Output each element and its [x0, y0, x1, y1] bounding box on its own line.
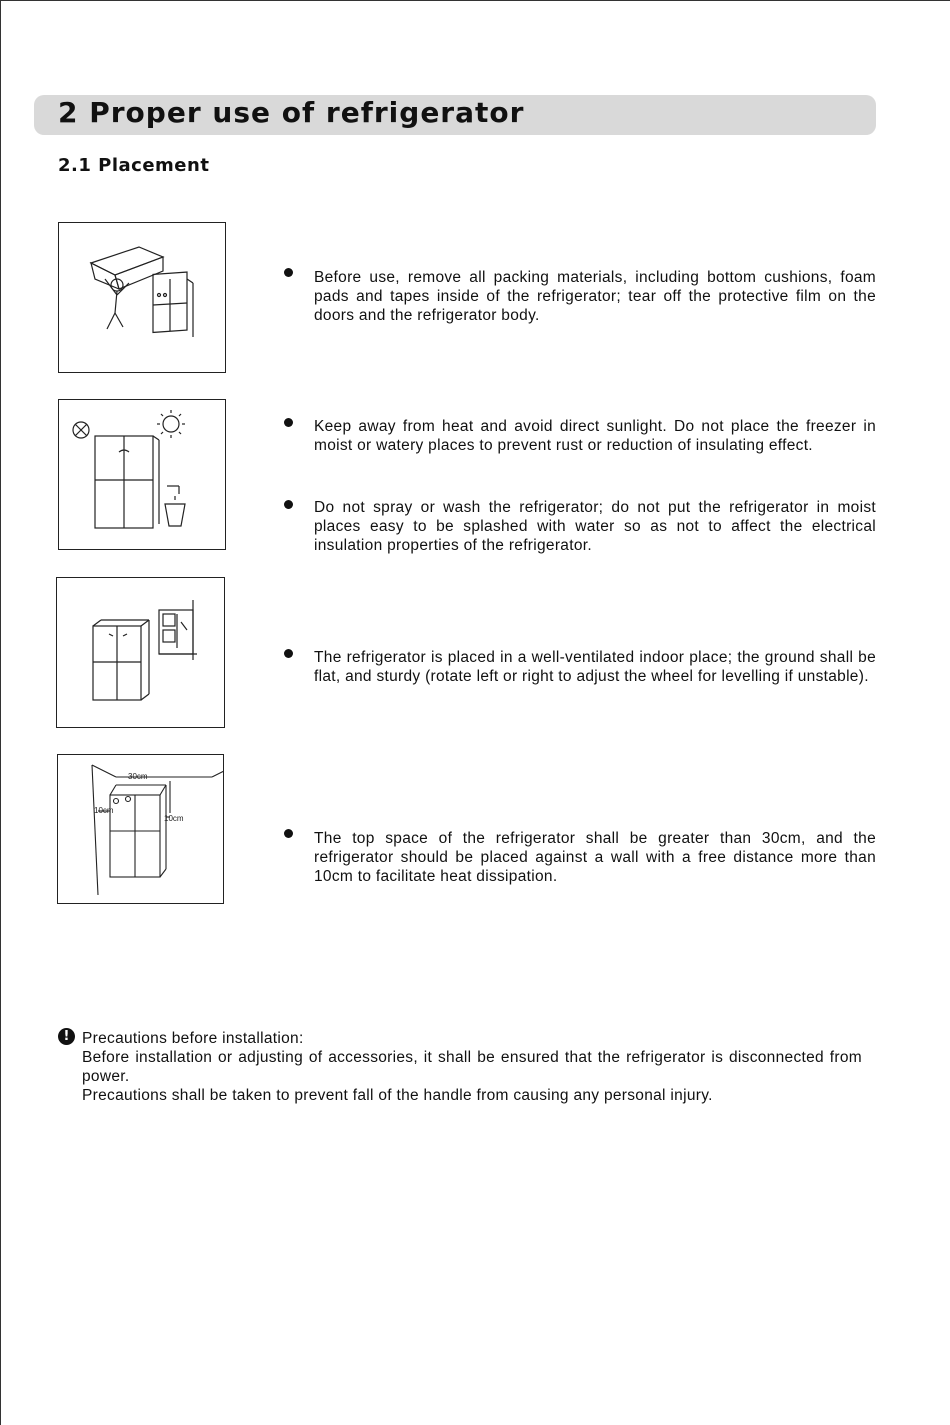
item-2-text-1: Keep away from heat and avoid direct sunlight. Do not place the freezer in moist or watery places to prevent rust or reduction of insulating effect.	[314, 418, 876, 454]
bullet-2	[284, 418, 293, 427]
bullet-1	[284, 268, 293, 277]
no-heat-water-icon	[59, 400, 225, 549]
clearance-left-label: 10cm	[94, 806, 114, 815]
clearance-illustration	[57, 754, 224, 904]
item-1-text: Before use, remove all packing materials, including bottom cushions, foam pads and tapes inside of the refrigerator; tear off the protective film on the doors and the refrigerator body.	[314, 269, 876, 324]
bullet-4	[284, 649, 293, 658]
bullet-3	[284, 500, 293, 509]
precautions-line-1: Before installation or adjusting of accessories, it shall be ensured that the refrigerator is disconnected from power.	[82, 1049, 862, 1085]
precautions-heading: Precautions before installation:	[82, 1030, 304, 1047]
clearance-icon	[58, 755, 223, 903]
precautions-line-2: Precautions shall be taken to prevent fall of the handle from causing any personal injury.	[82, 1087, 713, 1104]
bullet-5	[284, 829, 293, 838]
unpacking-icon	[59, 223, 225, 372]
item-3-text: The refrigerator is placed in a well-ventilated indoor place; the ground shall be flat, and sturdy (rotate left or right to adjust the wheel for levelling if unstable).	[314, 649, 876, 685]
item-2-text-2: Do not spray or wash the refrigerator; do not put the refrigerator in moist places easy to be splashed with water so as not to affect the electrical insulation properties of the refrigerator.	[314, 499, 876, 554]
heat-water-illustration	[58, 399, 226, 550]
exclamation-icon: !	[58, 1028, 75, 1045]
unpacking-illustration	[58, 222, 226, 373]
clearance-top-label: 30cm	[128, 772, 148, 781]
section-title: 2 Proper use of refrigerator	[58, 96, 525, 129]
page-border-left	[0, 0, 1, 1425]
ventilation-illustration	[56, 577, 225, 728]
ventilation-icon	[57, 578, 224, 727]
section-header-bar	[34, 95, 876, 135]
subsection-title: 2.1 Placement	[58, 155, 210, 176]
clearance-right-label: 10cm	[164, 814, 184, 823]
page-border-top	[0, 0, 950, 1]
item-4-text: The top space of the refrigerator shall be greater than 30cm, and the refrigerator should be placed against a wall with a free distance more than 10cm to facilitate heat dissipation.	[314, 830, 876, 885]
